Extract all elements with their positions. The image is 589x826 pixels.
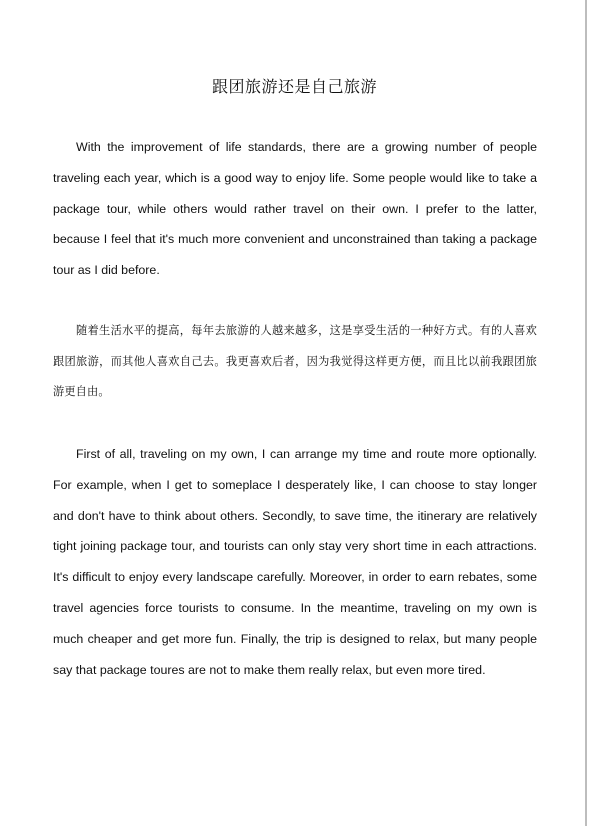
paragraph-intro-english: With the improvement of life standards, there are a growing number of people traveling each year, which is a good way to enjoy life. Some people would like to take a package tour, while others would rather travel on their own. I prefer to the latter, because I feel that it's much more convenient and unconstrained than taking a package tour as I did before.: [53, 140, 537, 278]
paragraph-body-english: First of all, traveling on my own, I can arrange my time and route more optionally. For example, when I get to someplace I desperately like, I can choose to stay longer and don't have to think about others. Secondly, to save time, the itinerary are relatively tight joining package tour, and tourists can only stay very short time in each attractions. It's difficult to enjoy every landscape carefully. Moreover, in order to earn rebates, some travel agencies force tourists to consume. In the meantime, traveling on my own is much cheaper and get more fun. Finally, the trip is designed to relax, but many people say that package toures are not to make them really relax, but even more tired.: [53, 447, 537, 677]
document-title: 跟团旅游还是自己旅游: [211, 77, 377, 96]
page-edge-divider: [585, 0, 587, 826]
paragraph-intro-chinese: 随着生活水平的提高，每年去旅游的人越来越多，这是享受生活的一种好方式。有的人喜欢跟团旅游，而其他人喜欢自己去。我更喜欢后者，因为我觉得这样更方便，而且比以前我跟团旅游更自由。: [53, 324, 537, 398]
